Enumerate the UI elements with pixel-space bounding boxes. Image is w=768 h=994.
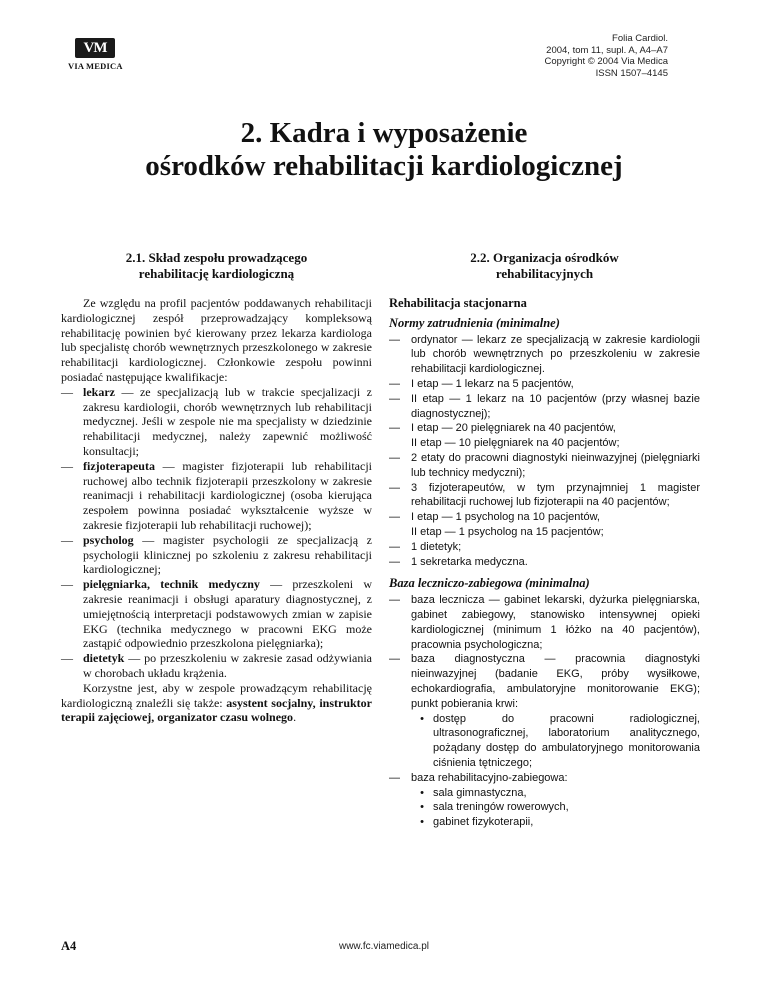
- list-item-text: 2 etaty do pracowni diagnostyki nieinwazyjnej (pielęgniarki lub technicy medyczni);: [411, 451, 700, 479]
- norms-list: [389, 333, 700, 570]
- bullet-marker: •: [420, 712, 424, 725]
- list-item: [389, 333, 700, 377]
- list-item: [61, 533, 372, 577]
- logo-text: VIA MEDICA: [68, 61, 123, 71]
- journal-info: [544, 33, 668, 79]
- list-item: [61, 651, 372, 681]
- list-item-text: [83, 533, 372, 577]
- bullet-item-text: sala gimnastyczna,: [433, 786, 527, 799]
- journal-volume: 2004, tom 11, supl. A, A4–A7: [546, 44, 668, 56]
- bullet-item: [389, 815, 700, 830]
- bullet-item: [389, 712, 700, 771]
- list-item-term: dietetyk: [83, 651, 125, 666]
- page-number: A4: [61, 939, 77, 953]
- dash-marker: —: [389, 481, 400, 494]
- dash-marker: —: [61, 651, 73, 666]
- list-item-text: 1 dietetyk;: [411, 540, 462, 553]
- list-item-term: pielęgniarka, technik medyczny: [83, 577, 260, 592]
- list-item-text: [83, 385, 372, 459]
- list-item: [389, 377, 700, 392]
- dash-marker: —: [389, 392, 400, 405]
- subheading-base: Baza leczniczo-zabiegowa (minimalna): [389, 576, 590, 591]
- list-item: [61, 459, 372, 533]
- list-item-text: [83, 577, 372, 651]
- list-item-term: fizjoterapeuta: [83, 458, 155, 473]
- list-item-text: [83, 651, 372, 681]
- bullet-marker: •: [420, 801, 424, 814]
- list-item-description: — magister fizjoterapii lub rehabilitacji ruchowej albo technik fizjoterapii przeszkolony w zakresie reanimacji i rehabilitacji kardiologicznej (osoba kierująca zespołem powinna posiadać wykształcenie wyższe w zakresie fizjoterapii lub rehabilitacji ruchowej);: [83, 458, 372, 532]
- closing-end: .: [293, 710, 297, 725]
- dash-marker: —: [389, 333, 400, 346]
- list-item: [61, 577, 372, 651]
- list-item: [61, 385, 372, 459]
- bullet-item-text: dostęp do pracowni radiologicznej, ultrasonograficznej, laboratorium analitycznego, pożądany dostęp do ambulatoryjnego monitorowania ciśnienia tętniczego;: [433, 712, 700, 769]
- base-list: [389, 593, 700, 830]
- dash-marker: —: [389, 653, 400, 666]
- journal-copyright: Copyright © 2004 Via Medica: [544, 56, 668, 67]
- dash-marker: —: [389, 771, 400, 784]
- list-item-text: 1 sekretarka medyczna.: [411, 555, 528, 568]
- list-item: [389, 652, 700, 711]
- bullet-marker: •: [420, 786, 424, 799]
- section-heading-line: rehabilitacyjnych: [495, 265, 594, 281]
- list-item: [389, 540, 700, 555]
- list-item-term: lekarz: [83, 384, 115, 399]
- subheading-norms: Normy zatrudnienia (minimalne): [389, 315, 560, 330]
- list-item: [389, 421, 700, 451]
- list-item-text: baza rehabilitacyjno-zabiegowa:: [411, 771, 568, 784]
- dash-marker: —: [389, 377, 400, 390]
- dash-marker: —: [389, 594, 400, 607]
- list-item: [389, 451, 700, 481]
- subheading-stationary: Rehabilitacja stacjonarna: [389, 296, 527, 310]
- bullet-item: [389, 786, 700, 801]
- title-line-1: 2. Kadra i wyposażenie: [240, 117, 528, 149]
- bullet-item-text: sala treningów rowerowych,: [433, 801, 569, 814]
- dash-marker: —: [389, 555, 400, 568]
- list-item: [389, 481, 700, 511]
- bullet-marker: •: [420, 816, 424, 829]
- closing-paragraph: [61, 681, 372, 725]
- list-item: [389, 392, 700, 422]
- journal-url: www.fc.viamedica.pl: [338, 941, 430, 952]
- article-title: [0, 117, 768, 183]
- logo-mark: VM: [75, 38, 115, 58]
- list-item-term: psycholog: [83, 532, 134, 547]
- section-heading-line: rehabilitację kardiologiczną: [138, 265, 295, 281]
- list-item-text: baza diagnostyczna — pracownia diagnostyki nieinwazyjnej (badanie EKG, próby wysiłkowe, echokardiografia, ambulatoryjne monitorowanie EKG); punkt pobierania krwi:: [411, 653, 700, 710]
- list-item: [389, 555, 700, 570]
- section-heading-2-2: [389, 250, 700, 281]
- list-item-description: — magister psychologii ze specjalizacją z psychologii klinicznej po szkoleniu z zakresu rehabilitacji kardiologicznej;: [83, 532, 372, 577]
- list-item: [389, 593, 700, 652]
- bullet-item: [389, 800, 700, 815]
- list-item-description: — przeszkoleni w zakresie reanimacji i obsługi aparatury diagnostycznej, z umiejętnością interpretacji podstawowych zmian w zapisie EKG (technika medycznego w pracowni EKG może zastąpić odpowiednio przeszkolona pielęgniarka);: [83, 577, 372, 651]
- dash-marker: —: [61, 577, 73, 592]
- bullet-item-text: gabinet fizykoterapii,: [433, 816, 534, 829]
- section-heading-line: 2.2. Organizacja ośrodków: [470, 250, 619, 265]
- dash-marker: —: [61, 384, 73, 399]
- intro-paragraph: Ze względu na profil pacjentów poddawanych rehabilitacji kardiologicznej zespół przeprowadzający kompleksową rehabilitację powinien być kierowany przez lekarza kardiologa lub specjalistę chorób wewnętrznych przeszkolonego w zakresie rehabilitacji kardiologicznej. Członkowie zespołu powinni posiadać następujące kwalifikacje:: [61, 296, 372, 384]
- list-item-text: 3 fizjoterapeutów, w tym przynajmniej 1 magister rehabilitacji ruchowej lub fizjoterapii na 40 pacjentów;: [411, 481, 700, 509]
- journal-name: Folia Cardiol.: [612, 33, 668, 44]
- list-item-description: — ze specjalizacją lub w trakcie specjalizacji z zakresu kardiologii, chorób wewnętrznych lub rehabilitacji medycznej. Jeśli w zespole nie ma specjalisty w dziedzinie rehabilitacji medycznej, należy zapewnić możliwość konsultacji;: [83, 384, 372, 458]
- list-item-text: I etap — 1 lekarz na 5 pacjentów,: [411, 377, 574, 390]
- section-heading-line: 2.1. Skład zespołu prowadzącego: [125, 250, 308, 265]
- closing-bold-text: asystent socjalny, instruktor terapii zajęciowej, organizator czasu wolnego: [61, 695, 372, 725]
- list-item-text: I etap — 1 psycholog na 10 pacjentów, II etap — 1 psycholog na 15 pacjentów;: [411, 511, 604, 538]
- dash-marker: —: [389, 511, 400, 524]
- list-item-text: [83, 459, 372, 533]
- list-item-text: II etap — 1 lekarz na 10 pacjentów (przy własnej bazie diagnostycznej);: [411, 392, 700, 420]
- list-item-text: I etap — 20 pielęgniarek na 40 pacjentów, II etap — 10 pielęgniarek na 40 pacjentów;: [411, 422, 620, 450]
- via-medica-logo: [68, 38, 122, 71]
- left-column: [61, 250, 372, 725]
- dash-marker: —: [389, 451, 400, 464]
- dash-marker: —: [389, 540, 400, 553]
- dash-marker: —: [61, 532, 73, 547]
- section-heading-2-1: [61, 250, 372, 281]
- list-item-text: baza lecznicza — gabinet lekarski, dyżurka pielęgniarska, gabinet zabiegowy, stanowisko intensywnej opieki kardiologicznej (minimum 1 łóżko na 40 pacjentów), pracownia psychologiczna;: [411, 594, 700, 651]
- list-item-text: ordynator — lekarz ze specjalizacją w zakresie kardiologii lub chorób wewnętrznych po przeszkoleniu w zakresie rehabilitacji kardiologicznej.: [411, 333, 700, 376]
- list-item: [389, 771, 700, 786]
- right-column: [389, 250, 700, 830]
- closing-text: Korzystne jest, aby w zespole prowadzącym rehabilitację kardiologiczną znaleźli się także:: [61, 680, 372, 710]
- list-item: [389, 510, 700, 540]
- list-item-description: — po przeszkoleniu w zakresie zasad odżywiania w chorobach układu krążenia.: [83, 651, 372, 680]
- journal-issn: ISSN 1507–4145: [595, 67, 668, 79]
- dash-marker: —: [61, 458, 73, 473]
- dash-marker: —: [389, 422, 400, 435]
- title-line-2: ośrodków rehabilitacji kardiologicznej: [145, 150, 623, 182]
